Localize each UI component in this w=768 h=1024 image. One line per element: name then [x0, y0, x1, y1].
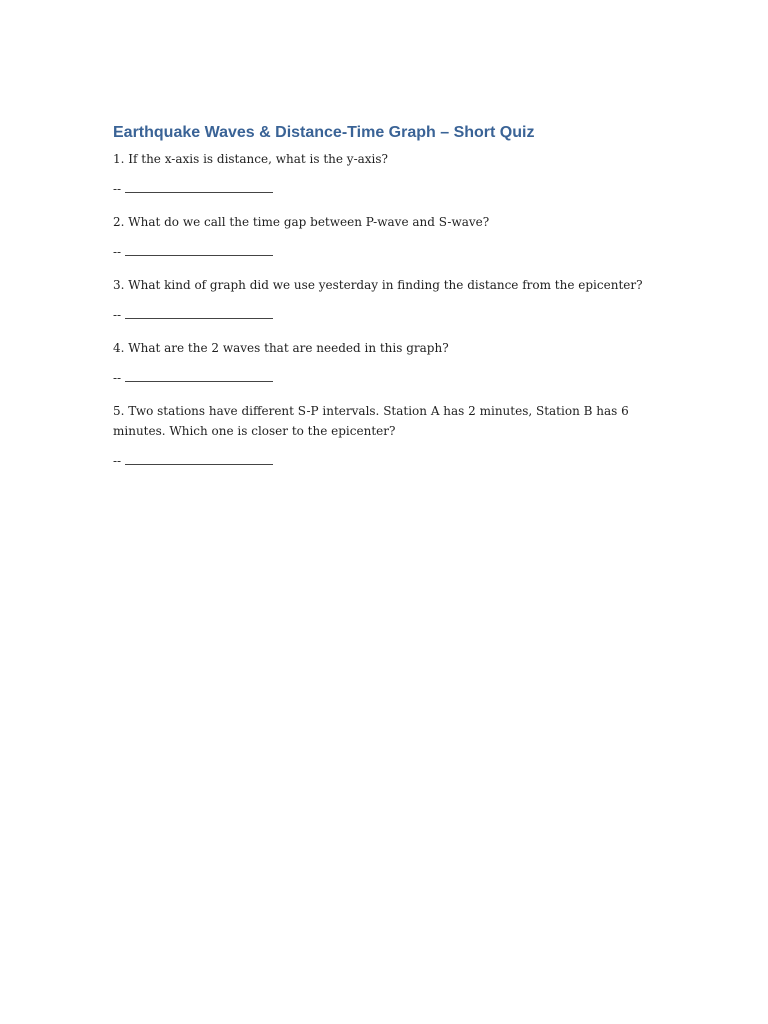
answer-blank[interactable]	[125, 306, 273, 319]
answer-prefix: --	[113, 454, 122, 468]
document-page	[113, 124, 653, 484]
quiz-title: Earthquake Waves & Distance-Time Graph – Short Quiz	[113, 124, 535, 141]
answer-blank[interactable]	[125, 243, 273, 256]
answer-prefix: --	[113, 182, 122, 196]
question-1: 1. If the x-axis is distance, what is the y-axis?	[113, 152, 388, 166]
answer-blank[interactable]	[125, 180, 273, 193]
question-block-2	[113, 212, 653, 262]
question-4: 4. What are the 2 waves that are needed in this graph?	[113, 341, 449, 355]
answer-prefix: --	[113, 371, 122, 385]
answer-prefix: --	[113, 245, 122, 259]
question-block-4	[113, 338, 653, 388]
answer-line-2[interactable]	[113, 242, 653, 262]
question-5: 5. Two stations have different S-P intervals. Station A has 2 minutes, Station B has 6 minutes. Which one is closer to the epicenter?	[113, 404, 629, 438]
answer-line-5[interactable]	[113, 451, 653, 471]
question-block-3	[113, 275, 653, 325]
question-block-1	[113, 149, 653, 199]
question-2: 2. What do we call the time gap between P-wave and S-wave?	[113, 215, 490, 229]
question-3: 3. What kind of graph did we use yesterday in finding the distance from the epicenter?	[113, 278, 643, 292]
answer-line-3[interactable]	[113, 305, 653, 325]
answer-prefix: --	[113, 308, 122, 322]
question-block-5	[113, 401, 653, 471]
answer-line-4[interactable]	[113, 368, 653, 388]
answer-blank[interactable]	[125, 369, 273, 382]
answer-line-1[interactable]	[113, 179, 653, 199]
answer-blank[interactable]	[125, 452, 273, 465]
